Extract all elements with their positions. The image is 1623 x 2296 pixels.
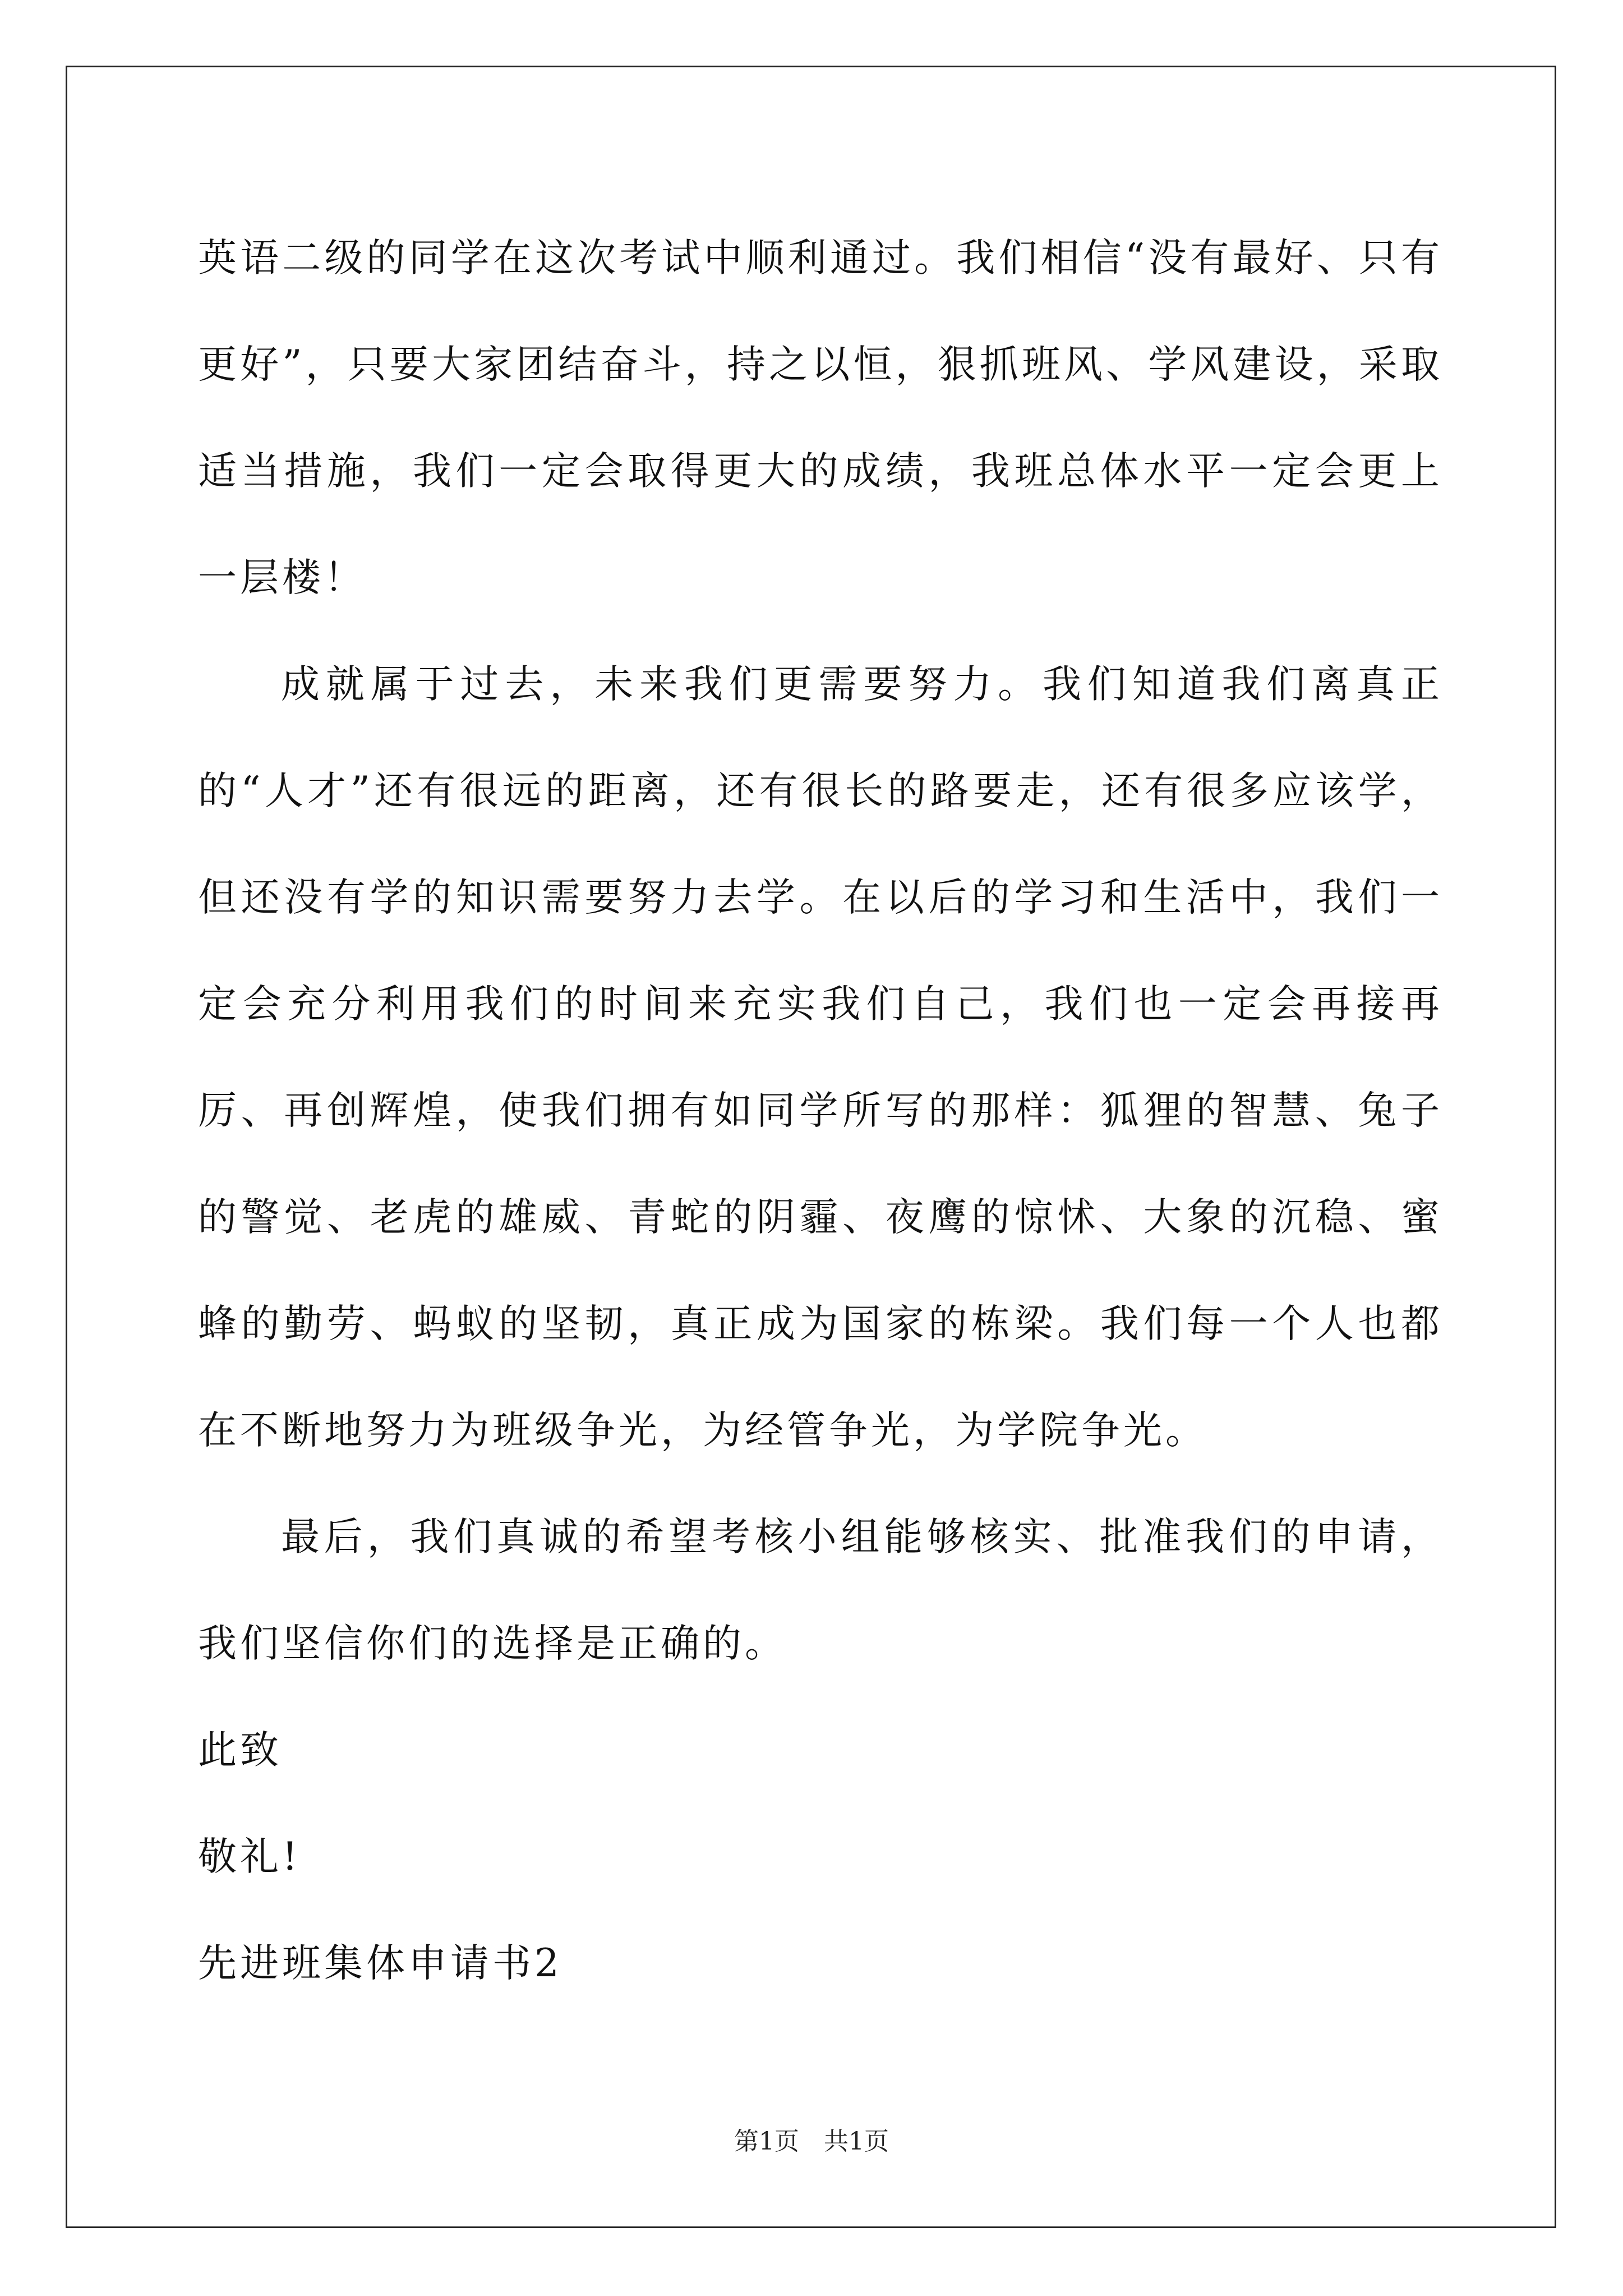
page-footer: 第1页 共1页 bbox=[734, 2127, 889, 2156]
paragraph: 英语二级的同学在这次考试中顺利通过。我们相信“没有最好、只有更好”，只要大家团结奋斗，持之以恒，狠抓班风、学风建设，采取适当措施，我们一定会取得更大的成绩，我班总体水平一定会更上一层楼！ bbox=[198, 236, 1443, 600]
document-body bbox=[198, 205, 1443, 2017]
paragraph: 成就属于过去，未来我们更需要努力。我们知道我们离真正的“人才”还有很远的距离，还有很长的路要走，还有很多应该学，但还没有学的知识需要努力去学。在以后的学习和生活中，我们一定会充分利用我们的时间来充实我们自己，我们也一定会再接再厉、再创辉煌，使我们拥有如同学所写的那样：狐狸的智慧、兔子的警觉、老虎的雄威、青蛇的阴霾、夜鹰的惊怵、大象的沉稳、蜜蜂的勤劳、蚂蚁的坚韧，真正成为国家的栋梁。我们每一个人也都在不断地努力为班级争光，为经管争光，为学院争光。 bbox=[198, 662, 1443, 1453]
paragraph: 最后，我们真诚的希望考核小组能够核实、批准我们的申请，我们坚信你们的选择是正确的。 bbox=[198, 1515, 1443, 1666]
closing-regards: 敬礼! bbox=[198, 1834, 301, 1879]
closing-salutation: 此致 bbox=[198, 1728, 282, 1773]
next-section-title: 先进班集体申请书2 bbox=[198, 1941, 562, 1986]
